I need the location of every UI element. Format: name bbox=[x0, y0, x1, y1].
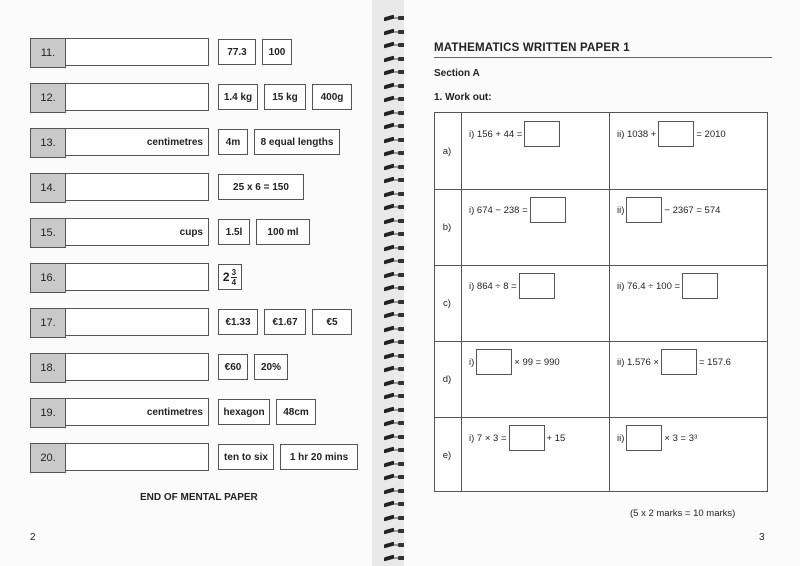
hint-chip: €1.33 bbox=[218, 309, 258, 335]
fraction-numerator: 3 bbox=[231, 267, 237, 277]
hint-chip: 25 x 6 = 150 bbox=[218, 174, 304, 200]
question-row bbox=[30, 83, 210, 113]
answer-box[interactable] bbox=[661, 349, 697, 375]
hint-chip: 1 hr 20 mins bbox=[280, 444, 358, 470]
part-ii bbox=[617, 421, 765, 455]
hint-chip: 100 ml bbox=[256, 219, 310, 245]
mixed-fraction-chip bbox=[218, 264, 242, 290]
part-i-prefix: i) 864 ÷ 8 = bbox=[469, 280, 517, 292]
marks-note: (5 x 2 marks = 10 marks) bbox=[630, 508, 736, 519]
part-label: e) bbox=[442, 449, 452, 461]
part-ii-suffix: − 2367 = 574 bbox=[664, 204, 721, 216]
hint-chip: ten to six bbox=[218, 444, 274, 470]
answer-box[interactable] bbox=[626, 425, 662, 451]
question-row bbox=[30, 173, 210, 203]
grid-line bbox=[461, 113, 462, 491]
question-row bbox=[30, 308, 210, 338]
fraction-denominator: 4 bbox=[231, 277, 237, 287]
hint-chip: €60 bbox=[218, 354, 248, 380]
answer-box[interactable] bbox=[682, 273, 718, 299]
question-number: 17. bbox=[30, 308, 66, 338]
answer-box[interactable] bbox=[65, 308, 209, 336]
hint-chip: 1.5l bbox=[218, 219, 250, 245]
part-i-prefix: i) bbox=[469, 356, 475, 368]
hint-chip: 400g bbox=[312, 84, 352, 110]
answer-box[interactable] bbox=[509, 425, 545, 451]
part-i bbox=[469, 345, 607, 379]
title-rule bbox=[434, 57, 772, 58]
question-number: 20. bbox=[30, 443, 66, 473]
part-ii-suffix: = 157.6 bbox=[699, 356, 731, 368]
hint-chip: 48cm bbox=[276, 399, 316, 425]
paper-title: MATHEMATICS WRITTEN PAPER 1 bbox=[434, 42, 630, 54]
part-i-prefix: i) 7 × 3 = bbox=[469, 432, 507, 444]
answer-box[interactable] bbox=[65, 263, 209, 291]
fraction-whole: 2 bbox=[222, 270, 230, 284]
hint-chip: 100 bbox=[262, 39, 292, 65]
part-i bbox=[469, 421, 607, 455]
question-row bbox=[30, 38, 210, 68]
hint-chip: 8 equal lengths bbox=[254, 129, 340, 155]
answer-box[interactable] bbox=[519, 273, 555, 299]
part-i bbox=[469, 117, 607, 151]
part-label: c) bbox=[443, 297, 451, 309]
question-number: 13. bbox=[30, 128, 66, 158]
answer-box[interactable] bbox=[530, 197, 566, 223]
grid-line bbox=[435, 265, 767, 266]
part-i-prefix: i) 156 + 44 = bbox=[469, 128, 523, 140]
answer-box[interactable]: cups bbox=[65, 218, 209, 246]
question-number: 18. bbox=[30, 353, 66, 383]
question-number: 11. bbox=[30, 38, 66, 68]
part-ii bbox=[617, 269, 765, 303]
question-row bbox=[30, 398, 210, 428]
answer-box[interactable] bbox=[476, 349, 512, 375]
hint-chip: 1.4 kg bbox=[218, 84, 258, 110]
page-number: 2 bbox=[30, 532, 36, 543]
answer-box[interactable] bbox=[65, 443, 209, 471]
question-row bbox=[30, 443, 210, 473]
grid-line bbox=[435, 189, 767, 190]
hint-chip: hexagon bbox=[218, 399, 270, 425]
hint-chip: 77.3 bbox=[218, 39, 256, 65]
answer-box[interactable] bbox=[626, 197, 662, 223]
answer-box[interactable] bbox=[524, 121, 560, 147]
question-number: 14. bbox=[30, 173, 66, 203]
part-ii bbox=[617, 193, 765, 227]
part-ii-prefix: ii) bbox=[617, 432, 625, 444]
grid-line bbox=[609, 113, 610, 491]
answer-box[interactable] bbox=[65, 38, 209, 66]
question-number: 12. bbox=[30, 83, 66, 113]
question-row bbox=[30, 353, 210, 383]
part-i-suffix: + 15 bbox=[546, 432, 566, 444]
part-ii-prefix: ii) bbox=[617, 204, 625, 216]
part-ii-prefix: ii) 1038 + bbox=[617, 128, 657, 140]
part-label: a) bbox=[442, 145, 452, 157]
part-ii-prefix: ii) 76.4 ÷ 100 = bbox=[617, 280, 681, 292]
page-number: 3 bbox=[759, 532, 765, 543]
question-number: 16. bbox=[30, 263, 66, 293]
part-i-suffix: × 99 = 990 bbox=[514, 356, 560, 368]
part-i-prefix: i) 674 − 238 = bbox=[469, 204, 528, 216]
answer-box[interactable]: centimetres bbox=[65, 398, 209, 426]
part-label: b) bbox=[442, 221, 452, 233]
part-i bbox=[469, 193, 607, 227]
answer-box[interactable] bbox=[658, 121, 694, 147]
answer-box[interactable]: centimetres bbox=[65, 128, 209, 156]
end-text: END OF MENTAL PAPER bbox=[140, 492, 258, 503]
question-row bbox=[30, 218, 210, 248]
part-ii-suffix: = 2010 bbox=[696, 128, 726, 140]
answer-grid bbox=[434, 112, 768, 492]
grid-line bbox=[435, 417, 767, 418]
question-number: 15. bbox=[30, 218, 66, 248]
question-number: 19. bbox=[30, 398, 66, 428]
question-label: 1. Work out: bbox=[434, 92, 492, 103]
hint-chip: €1.67 bbox=[264, 309, 306, 335]
hint-chip: 4m bbox=[218, 129, 248, 155]
part-ii-prefix: ii) 1.576 × bbox=[617, 356, 659, 368]
section-label: Section A bbox=[434, 68, 480, 79]
part-ii-suffix: × 3 = 3³ bbox=[664, 432, 698, 444]
hint-chip: 20% bbox=[254, 354, 288, 380]
right-page bbox=[404, 0, 800, 566]
hint-chip: €5 bbox=[312, 309, 352, 335]
left-page bbox=[0, 0, 380, 566]
part-ii bbox=[617, 345, 765, 379]
part-ii bbox=[617, 117, 765, 151]
answer-box[interactable] bbox=[65, 83, 209, 111]
answer-box[interactable] bbox=[65, 173, 209, 201]
part-i bbox=[469, 269, 607, 303]
question-row bbox=[30, 263, 210, 293]
grid-line bbox=[435, 341, 767, 342]
part-label: d) bbox=[442, 373, 452, 385]
hint-chip: 15 kg bbox=[264, 84, 306, 110]
question-row bbox=[30, 128, 210, 158]
answer-box[interactable] bbox=[65, 353, 209, 381]
